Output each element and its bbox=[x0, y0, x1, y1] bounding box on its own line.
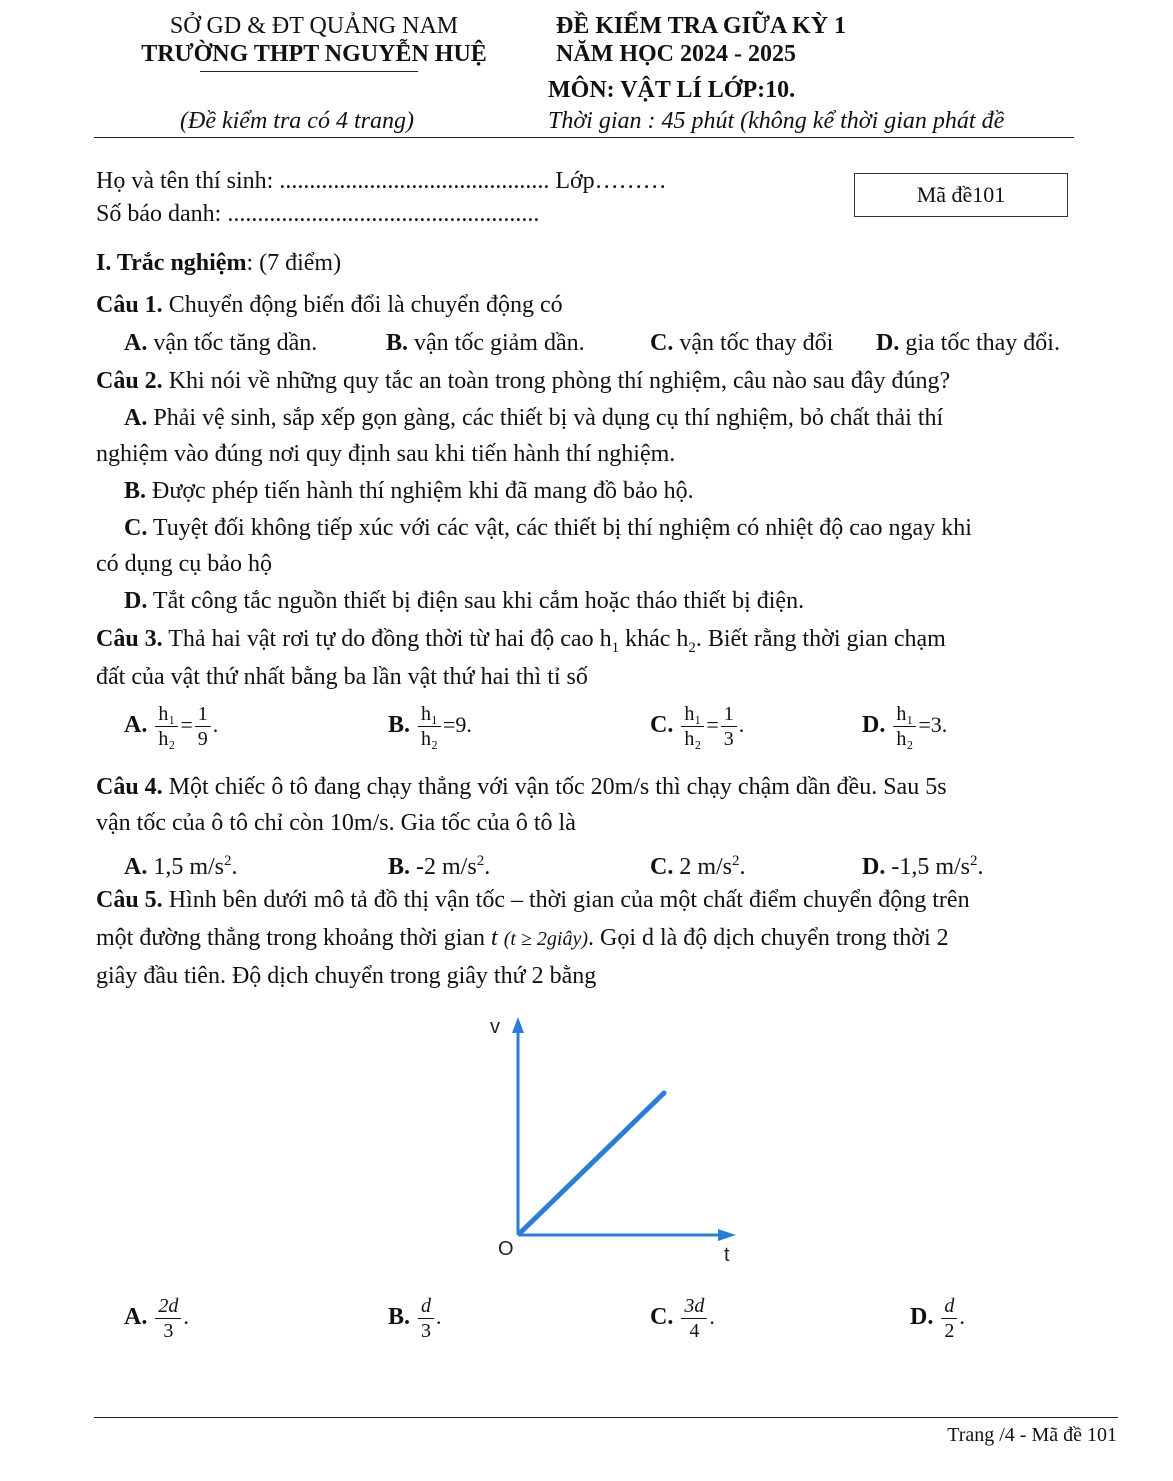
ratio-fraction bbox=[893, 704, 916, 749]
exponent: 2 bbox=[224, 853, 232, 869]
question-text: một đường thẳng trong khoảng thời gian bbox=[96, 925, 492, 951]
question-label: Câu 5. bbox=[96, 887, 163, 913]
time-condition: (t ≥ 2giây) bbox=[503, 928, 588, 950]
q4-option-c bbox=[650, 846, 746, 882]
candidate-id-line: Số báo danh: .................................................... bbox=[96, 201, 540, 227]
subscript: 2 bbox=[688, 639, 696, 656]
option-tail: . bbox=[738, 712, 745, 738]
denominator: h₂ bbox=[158, 728, 176, 750]
question-2 bbox=[96, 366, 950, 396]
option-text: -2 m/s bbox=[410, 854, 477, 880]
q3-option-c bbox=[650, 704, 744, 749]
numerator: d bbox=[941, 1296, 957, 1319]
option-text: Tuyệt đối không tiếp xúc với các vật, các thiết bị thí nghiệm có nhiệt độ cao ngay khi bbox=[147, 515, 972, 541]
denominator: h₂ bbox=[896, 728, 914, 750]
exponent: 2 bbox=[732, 853, 740, 869]
option-letter: A. bbox=[124, 330, 148, 356]
numerator: h₁ bbox=[155, 704, 178, 727]
option-tail: . bbox=[709, 1304, 715, 1330]
v-axis-arrow bbox=[512, 1017, 524, 1033]
q2-option-d bbox=[124, 586, 804, 616]
q3-option-d bbox=[862, 704, 947, 749]
section-title-bold: I. Trắc nghiệm bbox=[96, 250, 247, 276]
option-letter: C. bbox=[650, 854, 674, 880]
numerator: 3d bbox=[681, 1296, 707, 1319]
option-text: 2 m/s bbox=[673, 854, 733, 880]
question-5-cont bbox=[96, 923, 949, 954]
v-label: v bbox=[490, 1016, 500, 1038]
question-text: Khi nói về những quy tắc an toàn trong phòng thí nghiệm, câu nào sau đây đúng? bbox=[162, 368, 951, 394]
option-value: 9 bbox=[455, 712, 467, 738]
q3-option-b bbox=[388, 704, 472, 749]
exam-code-box bbox=[854, 173, 1068, 217]
option-tail: . bbox=[739, 854, 746, 880]
option-letter: B. bbox=[386, 330, 409, 356]
option-text: Tắt công tắc nguồn thiết bị điện sau khi cắm hoặc tháo thiết bị điện. bbox=[147, 588, 805, 614]
denominator: 9 bbox=[197, 728, 208, 750]
numerator: h₁ bbox=[893, 704, 916, 727]
question-3-cont: đất của vật thứ nhất bằng ba lần vật thứ hai thì tỉ số bbox=[96, 664, 588, 690]
option-text: Được phép tiến hành thí nghiệm khi đã mang đồ bảo hộ. bbox=[146, 478, 694, 504]
equals-sign: = bbox=[443, 712, 456, 738]
question-text: Chuyển động biến đổi là chuyển động có bbox=[162, 292, 563, 318]
option-letter: C. bbox=[124, 515, 148, 541]
option-text: vận tốc thay đổi bbox=[673, 330, 834, 356]
time-note: Thời gian : 45 phút (không kể thời gian phát đề bbox=[548, 108, 1005, 134]
page-footer: Trang /4 - Mã đề 101 bbox=[947, 1424, 1117, 1446]
option-tail: . bbox=[183, 1304, 189, 1330]
denominator: 3 bbox=[723, 728, 734, 750]
q2-option-a-cont: nghiệm vào đúng nơi quy định sau khi tiến hành thí nghiệm. bbox=[96, 441, 676, 467]
option-letter: D. bbox=[876, 330, 900, 356]
numerator: d bbox=[418, 1296, 434, 1319]
option-letter: B. bbox=[388, 854, 411, 880]
option-text: gia tốc thay đổi. bbox=[899, 330, 1060, 356]
option-letter: B. bbox=[124, 478, 147, 504]
option-text: 1,5 m/s bbox=[147, 854, 225, 880]
option-text: vận tốc tăng dần. bbox=[147, 330, 318, 356]
option-letter: C. bbox=[650, 330, 674, 356]
q4-option-a bbox=[124, 846, 238, 882]
option-letter: D. bbox=[910, 1304, 934, 1331]
question-label: Câu 1. bbox=[96, 292, 163, 318]
question-5 bbox=[96, 885, 970, 915]
option-letter: A. bbox=[124, 854, 148, 880]
exponent: 2 bbox=[970, 853, 978, 869]
q5-option-a bbox=[124, 1296, 189, 1341]
option-value: 3 bbox=[930, 712, 942, 738]
ratio-fraction bbox=[681, 704, 704, 749]
option-letter: C. bbox=[650, 1304, 674, 1331]
equals-sign: = bbox=[918, 712, 931, 738]
pages-note: (Đề kiểm tra có 4 trang) bbox=[180, 108, 414, 134]
question-label: Câu 3. bbox=[96, 626, 163, 652]
option-tail: . bbox=[466, 712, 472, 738]
header-divider bbox=[94, 137, 1074, 138]
option-letter: A. bbox=[124, 405, 148, 431]
exam-code: Mã đề101 bbox=[916, 182, 1006, 207]
department-name: SỞ GD & ĐT QUẢNG NAM bbox=[169, 13, 459, 39]
q4-option-b bbox=[388, 846, 490, 882]
question-text: Hình bên dưới mô tả đồ thị vận tốc – thời gian của một chất điểm chuyển động trên bbox=[162, 887, 970, 913]
question-text: khác h bbox=[619, 626, 689, 652]
q2-option-c bbox=[124, 513, 972, 543]
option-letter: A. bbox=[124, 1304, 148, 1331]
numerator: h₁ bbox=[681, 704, 704, 727]
section-title bbox=[96, 248, 341, 278]
option-tail: . bbox=[212, 712, 219, 738]
q1-option-b bbox=[386, 328, 585, 358]
answer-fraction bbox=[155, 1296, 181, 1341]
exam-title: ĐỀ KIỂM TRA GIỮA KỲ 1 bbox=[556, 13, 847, 39]
q3-option-a bbox=[124, 704, 218, 749]
q2-option-a bbox=[124, 403, 943, 433]
option-letter: D. bbox=[862, 854, 886, 880]
t-axis-arrow bbox=[718, 1229, 736, 1241]
time-variable: t bbox=[491, 925, 498, 951]
subscript: 1 bbox=[611, 639, 620, 656]
question-label: Câu 2. bbox=[96, 368, 163, 394]
question-text: . Biết rằng thời gian chạm bbox=[695, 626, 946, 652]
velocity-line bbox=[520, 1093, 664, 1233]
denominator: 2 bbox=[944, 1320, 955, 1342]
q5-option-c bbox=[650, 1296, 715, 1341]
school-name: TRƯỜNG THPT NGUYỄN HUỆ bbox=[141, 41, 487, 67]
numerator: h₁ bbox=[418, 704, 441, 727]
velocity-time-graph bbox=[480, 1005, 750, 1275]
question-3 bbox=[96, 624, 946, 663]
q2-option-b bbox=[124, 476, 694, 506]
candidate-name-line: Họ và tên thí sinh: ............................................. Lớp……… bbox=[96, 168, 667, 194]
t-label: t bbox=[724, 1244, 730, 1266]
option-text: Phải vệ sinh, sắp xếp gọn gàng, các thiết bị và dụng cụ thí nghiệm, bỏ chất thải thí bbox=[147, 405, 944, 431]
option-letter: A. bbox=[124, 712, 148, 739]
option-tail: . bbox=[977, 854, 984, 880]
equals-sign: = bbox=[180, 712, 193, 738]
answer-fraction bbox=[418, 1296, 434, 1341]
denominator: 3 bbox=[163, 1320, 174, 1342]
numerator: 1 bbox=[721, 704, 737, 727]
option-tail: . bbox=[484, 854, 491, 880]
option-text: vận tốc giảm dần. bbox=[408, 330, 585, 356]
option-letter: C. bbox=[650, 712, 674, 739]
option-letter: B. bbox=[388, 1304, 411, 1331]
question-4-cont: vận tốc của ô tô chỉ còn 10m/s. Gia tốc của ô tô là bbox=[96, 810, 576, 836]
section-title-points: : (7 điểm) bbox=[246, 250, 342, 276]
school-year: NĂM HỌC 2024 - 2025 bbox=[556, 41, 796, 67]
q5-option-d bbox=[910, 1296, 965, 1341]
value-fraction bbox=[721, 704, 737, 749]
value-fraction bbox=[195, 704, 211, 749]
answer-fraction bbox=[941, 1296, 957, 1341]
ratio-fraction bbox=[155, 704, 178, 749]
footer-divider bbox=[94, 1417, 1118, 1418]
answer-fraction bbox=[681, 1296, 707, 1341]
q2-option-c-cont: có dụng cụ bảo hộ bbox=[96, 551, 272, 577]
q5-option-b bbox=[388, 1296, 442, 1341]
school-underline bbox=[200, 71, 418, 72]
option-letter: D. bbox=[124, 588, 148, 614]
option-tail: . bbox=[436, 1304, 442, 1330]
question-1 bbox=[96, 290, 563, 320]
exponent: 2 bbox=[476, 853, 485, 869]
question-text: Một chiếc ô tô đang chạy thẳng với vận tốc 20m/s thì chạy chậm dần đều. Sau 5s bbox=[162, 774, 947, 800]
subject-grade: MÔN: VẬT LÍ LỚP:10. bbox=[548, 77, 796, 103]
ratio-fraction bbox=[418, 704, 441, 749]
numerator: 2d bbox=[155, 1296, 181, 1319]
denominator: 4 bbox=[689, 1320, 700, 1342]
denominator: h₂ bbox=[684, 728, 702, 750]
question-text: . Gọi d là độ dịch chuyển trong thời 2 bbox=[587, 925, 949, 951]
option-tail: . bbox=[941, 712, 948, 738]
q1-option-c bbox=[650, 328, 833, 358]
denominator: h₂ bbox=[421, 728, 438, 750]
q1-option-a bbox=[124, 328, 317, 358]
q1-option-d bbox=[876, 328, 1060, 358]
option-tail: . bbox=[231, 854, 238, 880]
q4-option-d bbox=[862, 846, 984, 882]
denominator: 3 bbox=[421, 1320, 432, 1342]
option-tail: . bbox=[959, 1304, 965, 1330]
option-letter: B. bbox=[388, 712, 411, 739]
equals-sign: = bbox=[706, 712, 719, 738]
option-letter: D. bbox=[862, 712, 886, 739]
origin-label: O bbox=[498, 1238, 514, 1260]
question-text: Thả hai vật rơi tự do đồng thời từ hai độ cao h bbox=[162, 626, 612, 652]
question-4 bbox=[96, 772, 947, 802]
question-label: Câu 4. bbox=[96, 774, 163, 800]
numerator: 1 bbox=[195, 704, 211, 727]
option-text: -1,5 m/s bbox=[885, 854, 971, 880]
question-5-cont2: giây đầu tiên. Độ dịch chuyển trong giây thứ 2 bằng bbox=[96, 963, 597, 989]
